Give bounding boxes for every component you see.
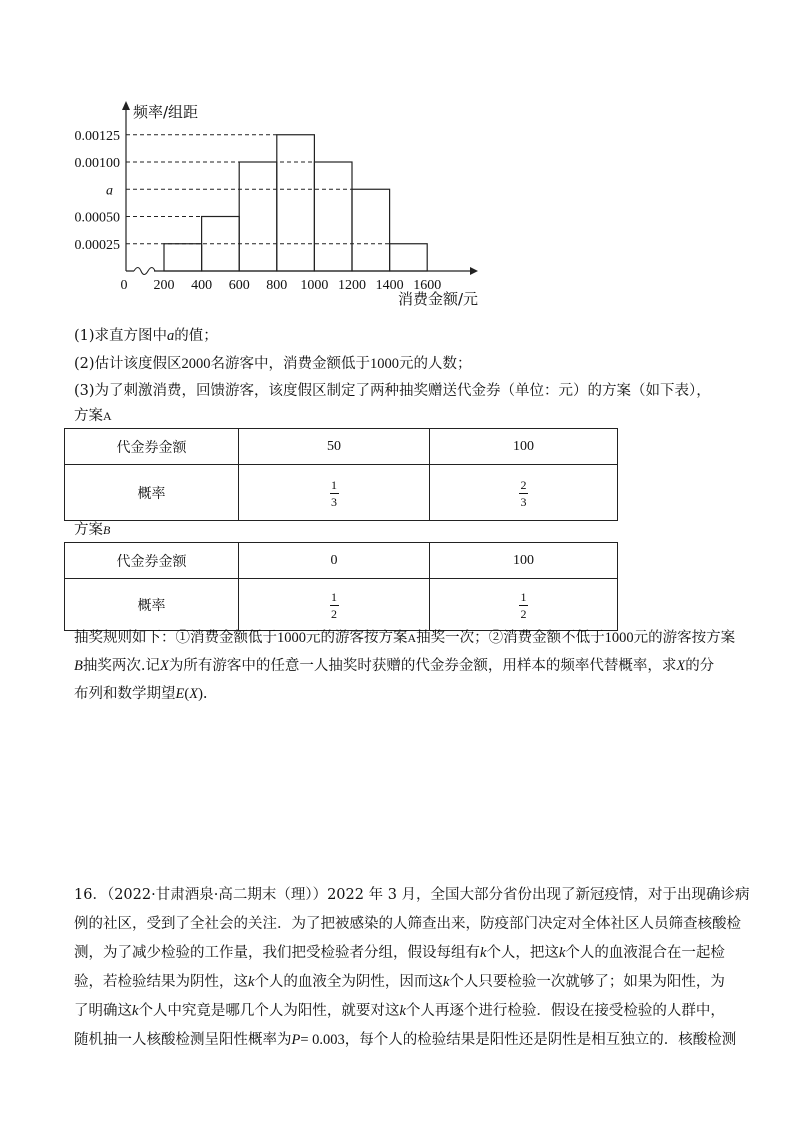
number-1000: 1000 xyxy=(277,630,306,646)
x-tick-label: 1200 xyxy=(338,278,366,293)
fraction-denominator: 2 xyxy=(331,606,337,621)
problem-text: 个人只要检验一次就够了；如果为阳性，为 xyxy=(449,974,725,990)
table-cell xyxy=(430,465,618,521)
variable-k: k xyxy=(480,945,487,961)
histogram-bar xyxy=(277,135,315,271)
y-axis-label: 频率/组距 xyxy=(133,103,199,121)
rule-line-1 xyxy=(74,628,735,648)
number-1000: 1000 xyxy=(370,356,400,372)
problem-16-line-1 xyxy=(74,885,750,905)
histogram-bar xyxy=(352,189,390,271)
problem-text: ，每个人的检验结果是阳性还是阴性是相互独立的．核酸检测 xyxy=(344,1032,737,1048)
question-2 xyxy=(74,354,472,374)
fraction-denominator: 3 xyxy=(331,494,337,509)
plan-a-label-text: 方案 xyxy=(74,408,103,424)
plan-b-ref: B xyxy=(74,658,83,674)
problem-16-line-2 xyxy=(74,914,741,934)
histogram-bar xyxy=(314,162,352,271)
probability-value: = 0.003 xyxy=(300,1032,345,1048)
question-3 xyxy=(74,381,711,401)
table-cell: 代金券金额 xyxy=(65,543,239,579)
plan-a-ref: A xyxy=(407,631,417,645)
table-cell: 100 xyxy=(430,429,618,465)
problem-text: 了明确这 xyxy=(74,1003,132,1019)
problem-text: 测，为了减少检验的工作量，我们把受检验者分组，假设每组有 xyxy=(74,945,480,961)
problem-text: 个人中究竟是哪几个人为阳性，就要对这 xyxy=(138,1003,400,1019)
problem-16-line-6 xyxy=(74,1030,736,1050)
histogram-bar xyxy=(239,162,277,271)
problem-text: 个人再逐个进行检验．假设在接受检验的人群中， xyxy=(405,1003,725,1019)
question-2-mid: 名游客中，消费金额低于 xyxy=(210,356,371,372)
number-2000: 2000 xyxy=(181,356,211,372)
question-2-tail: 元的人数； xyxy=(399,356,472,372)
histogram-bar xyxy=(390,244,428,271)
x-tick-label: 200 xyxy=(153,278,175,293)
fraction-numerator: 1 xyxy=(331,477,337,492)
x-tick-label: 1000 xyxy=(300,278,329,293)
rule-text: 抽奖一次；②消费金额不低于 xyxy=(416,630,605,646)
table-cell: 概率 xyxy=(65,579,239,631)
rule-text: 抽奖两次.记 xyxy=(82,658,160,674)
x-tick-label: 800 xyxy=(266,278,288,293)
variable-a: a xyxy=(167,328,175,344)
origin-label: 0 xyxy=(120,278,128,293)
x-tick-label: 1600 xyxy=(413,278,442,293)
problem-text: 16．（2022·甘肃酒泉·高二期末（理））2022 年 3 月，全国大部分省份出现了新冠疫情，对于出现确诊病 xyxy=(74,887,750,903)
y-tick-label: a xyxy=(106,183,113,199)
problem-16-line-3 xyxy=(74,943,725,963)
plan-a-prob-row xyxy=(65,465,618,521)
table-cell: 0 xyxy=(239,543,430,579)
histogram-bar xyxy=(164,244,202,271)
question-1-tail: 的值； xyxy=(174,328,218,344)
problem-16-line-4 xyxy=(74,972,725,992)
rule-text: 元的游客按方案 xyxy=(306,630,408,646)
fraction xyxy=(330,478,339,509)
y-tick-label: 0.00025 xyxy=(74,237,120,253)
fraction-denominator: 3 xyxy=(520,494,527,509)
table-cell: 概率 xyxy=(65,465,239,521)
variable-p: P xyxy=(291,1032,301,1048)
y-axis-arrow xyxy=(122,101,130,110)
rule-text: 元的游客按方案 xyxy=(633,630,736,646)
plan-a-table xyxy=(64,428,618,521)
problem-text: 随机抽一人核酸检测呈阳性概率为 xyxy=(74,1032,292,1048)
plan-a-amount-row xyxy=(65,429,618,465)
x-axis-label: 消费金额/元 xyxy=(398,290,479,308)
variable-k: k xyxy=(132,1003,139,1019)
table-cell: 50 xyxy=(239,429,430,465)
plan-a-letter: A xyxy=(103,409,112,423)
paren-close: ) xyxy=(198,686,203,702)
y-tick-label: 0.00125 xyxy=(74,128,120,144)
fraction xyxy=(519,478,528,509)
question-1-text: (1)求直方图中 xyxy=(74,328,168,344)
y-tick-label: 0.00100 xyxy=(74,156,120,171)
problem-16-line-5 xyxy=(74,1001,725,1021)
expectation-symbol: E xyxy=(175,686,185,702)
variable-k: k xyxy=(558,945,566,961)
table-cell: 代金券金额 xyxy=(65,429,239,465)
fraction xyxy=(519,590,528,621)
variable-x: X xyxy=(159,658,169,674)
plan-a-label xyxy=(74,406,112,426)
fraction-numerator: 1 xyxy=(520,589,527,604)
paren-open: ( xyxy=(184,686,190,702)
fraction-numerator: 2 xyxy=(520,477,527,492)
variable-x: X xyxy=(189,686,199,702)
plan-b-label xyxy=(74,520,110,540)
table-cell xyxy=(239,579,430,631)
histogram-chart xyxy=(0,0,800,320)
rule-line-3 xyxy=(74,684,208,704)
x-tick-label: 600 xyxy=(228,278,250,293)
rule-line-2 xyxy=(74,656,714,676)
rule-text: 抽奖规则如下：①消费金额低于 xyxy=(74,630,277,646)
question-2-text: (2)估计该度假区 xyxy=(74,356,182,372)
rule-text: 的分 xyxy=(685,658,715,674)
problem-text: 个人，把这 xyxy=(486,945,559,961)
rule-text: 为所有游客中的任意一人抽奖时获赠的代金券金额，用样本的频率代替概率，求 xyxy=(168,658,677,674)
plan-b-prob-row xyxy=(65,579,618,631)
x-tick-label: 400 xyxy=(191,278,213,293)
question-3-text: (3)为了刺激消费，回馈游客，该度假区制定了两种抽奖赠送代金券（单位：元）的方案（如下表）， xyxy=(74,383,711,399)
x-axis-arrow xyxy=(470,267,478,275)
rule-text: 布列和数学期望 xyxy=(74,686,176,702)
problem-text: 例的社区，受到了全社会的关注．为了把被感染的人筛查出来，防疫部门决定对全体社区人员筛查核酸检 xyxy=(74,916,741,932)
fraction xyxy=(330,590,339,621)
question-1 xyxy=(74,326,218,346)
fraction-numerator: 1 xyxy=(331,589,337,604)
table-cell xyxy=(430,579,618,631)
problem-text: 个人的血液混合在一起检 xyxy=(565,945,725,961)
problem-text: 个人的血液全为阴性，因而这 xyxy=(254,974,443,990)
rule-text: . xyxy=(202,686,208,702)
table-cell xyxy=(239,465,430,521)
problem-text: 验，若检验结果为阴性，这 xyxy=(74,974,248,990)
plan-b-label-text: 方案 xyxy=(74,522,103,538)
variable-x: X xyxy=(676,658,686,674)
variable-k: k xyxy=(442,974,450,990)
plan-b-letter: B xyxy=(103,523,111,537)
table-cell: 100 xyxy=(430,543,618,579)
variable-k: k xyxy=(399,1003,406,1019)
x-tick-label: 1400 xyxy=(375,278,404,293)
y-tick-label: 0.00050 xyxy=(74,210,120,226)
plan-b-amount-row xyxy=(65,543,618,579)
number-1000: 1000 xyxy=(604,630,634,646)
fraction-denominator: 2 xyxy=(520,606,527,621)
variable-k: k xyxy=(248,974,255,990)
plan-b-table xyxy=(64,542,618,631)
